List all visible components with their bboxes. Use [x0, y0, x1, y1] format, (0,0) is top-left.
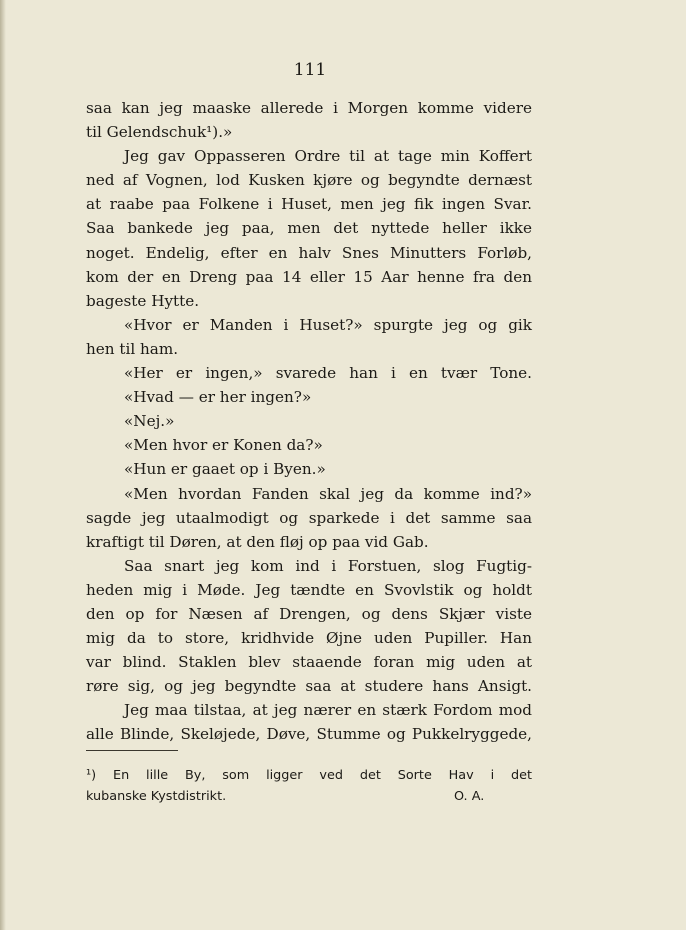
text-line: Saa bankede jeg paa, men det nyttede heller ikke	[86, 219, 532, 238]
text-line: den op for Næsen af Drengen, og dens Skjær viste	[86, 604, 532, 623]
text-line: alle Blinde, Skeløjede, Døve, Stumme og Pukkelryggede,	[86, 725, 532, 744]
footnote-line: ¹) En lille By, som ligger ved det Sorte Hav i det	[86, 768, 532, 783]
text-line: til Gelendschuk¹).»	[86, 123, 233, 142]
body-text	[86, 96, 532, 747]
text-line: «Hvor er Manden i Huset?» spurgte jeg og gik	[124, 315, 532, 334]
text-line: Jeg maa tilstaa, at jeg nærer en stærk Fordom mod	[124, 701, 532, 720]
footnote-line-2	[86, 786, 532, 807]
text-line: saa kan jeg maaske allerede i Morgen komme videre	[86, 99, 532, 117]
text-line: bageste Hytte.	[86, 291, 200, 310]
text-line: var blind. Staklen blev staaende foran mig uden at	[86, 653, 532, 672]
footnote-signature: O. A.	[454, 789, 485, 804]
text-line: at raabe paa Folkene i Huset, men jeg fik ingen Svar.	[86, 195, 532, 214]
text-line: kraftigt til Døren, at den fløj op paa vid Gab.	[86, 532, 429, 551]
text-line: «Hvad — er her ingen?»	[124, 388, 312, 407]
text-line: Saa snart jeg kom ind i Forstuen, slog Fugtig-	[124, 556, 532, 575]
text-line: røre sig, og jeg begyndte saa at studere hans Ansigt.	[86, 677, 532, 696]
text-line: «Hun er gaaet op i Byen.»	[124, 460, 326, 479]
text-line: Jeg gav Oppasseren Ordre til at tage min Koffert	[124, 147, 532, 166]
text-line: «Men hvor er Konen da?»	[124, 436, 323, 455]
text-line: «Nej.»	[124, 412, 175, 431]
text-line: mig da to store, kridhvide Øjne uden Pupiller. Han	[86, 629, 532, 648]
footnote	[86, 765, 532, 807]
footnote-rule	[86, 750, 178, 751]
footnote-text: kubanske Kystdistrikt.	[86, 789, 227, 804]
text-line: «Her er ingen,» svarede han i en tvær Tone.	[124, 364, 532, 383]
text-line: «Men hvordan Fanden skal jeg da komme ind?»	[124, 484, 532, 503]
page-number: 111	[293, 60, 327, 80]
text-line: sagde jeg utaalmodigt og sparkede i det samme saa	[86, 508, 532, 527]
text-line: kom der en Dreng paa 14 eller 15 Aar henne fra den	[86, 267, 532, 286]
text-line: hen til ham.	[86, 339, 179, 358]
text-line: heden mig i Møde. Jeg tændte en Svovlstik og holdt	[86, 580, 532, 599]
text-line: noget. Endelig, efter en halv Snes Minutters Forløb,	[86, 243, 532, 262]
page-spine-shadow	[0, 0, 6, 930]
text-line: ned af Vognen, lod Kusken kjøre og begyndte dernæst	[86, 171, 532, 190]
